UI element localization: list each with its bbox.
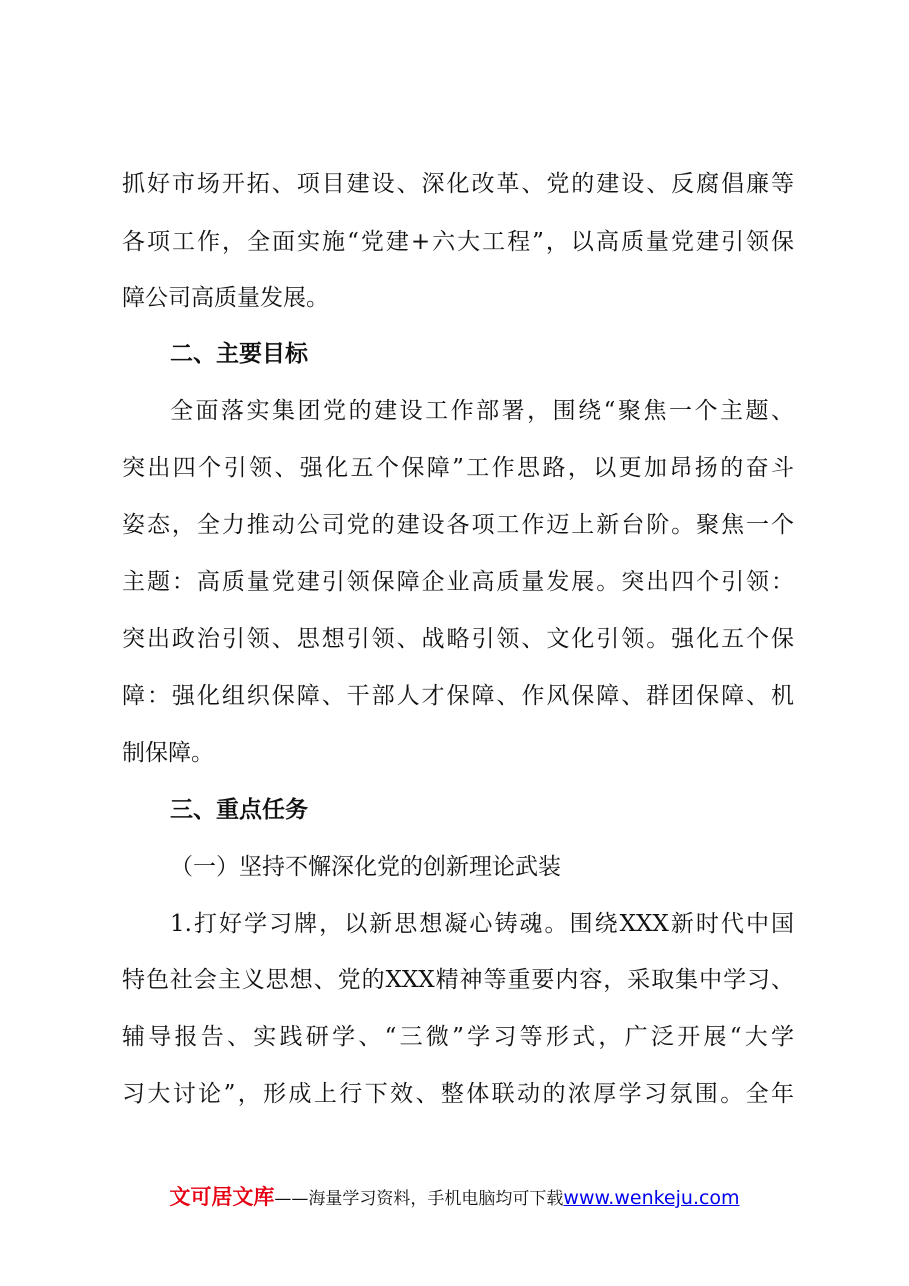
paragraph-line: 习大讨论”，形成上行下效、整体联动的浓厚学习氛围。全年 bbox=[122, 1081, 794, 1107]
paragraph-line: 1.打好学习牌，以新思想凝心铸魂。围绕XXX新时代中国 bbox=[170, 911, 794, 937]
footer-slogan: ——海量学习资料，手机电脑均可下载 bbox=[274, 1189, 564, 1209]
footer-banner bbox=[0, 1180, 909, 1214]
section-heading-goals: 二、主要目标 bbox=[170, 341, 308, 367]
paragraph-line: 抓好市场开拓、项目建设、深化改革、党的建设、反腐倡廉等 bbox=[122, 171, 794, 197]
paragraph-line: 突出四个引领、强化五个保障”工作思路，以更加昂扬的奋斗 bbox=[122, 455, 794, 481]
footer-brand: 文可居文库 bbox=[169, 1185, 275, 1209]
section-heading-tasks: 三、重点任务 bbox=[170, 797, 308, 823]
subsection-heading: （一）坚持不懈深化党的创新理论武装 bbox=[170, 854, 561, 880]
paragraph-line: 主题：高质量党建引领保障企业高质量发展。突出四个引领： bbox=[122, 569, 794, 595]
paragraph-line: 各项工作，全面实施“党建+六大工程”，以高质量党建引领保 bbox=[122, 229, 794, 255]
paragraph-line: 全面落实集团党的建设工作部署，围绕“聚焦一个主题、 bbox=[170, 398, 794, 424]
paragraph-line: 特色社会主义思想、党的XXX精神等重要内容，采取集中学习、 bbox=[122, 967, 794, 993]
paragraph-line: 辅导报告、实践研学、“三微”学习等形式，广泛开展“大学 bbox=[122, 1024, 794, 1050]
paragraph-line: 突出政治引领、思想引领、战略引领、文化引领。强化五个保 bbox=[122, 626, 794, 652]
paragraph-line: 障公司高质量发展。 bbox=[122, 285, 329, 311]
footer-url-link[interactable]: www.wenkeju.com bbox=[563, 1187, 740, 1209]
paragraph-line: 障：强化组织保障、干部人才保障、作风保障、群团保障、机 bbox=[122, 683, 794, 709]
paragraph-line: 制保障。 bbox=[122, 740, 214, 766]
paragraph-line: 姿态，全力推动公司党的建设各项工作迈上新台阶。聚焦一个 bbox=[122, 512, 794, 538]
